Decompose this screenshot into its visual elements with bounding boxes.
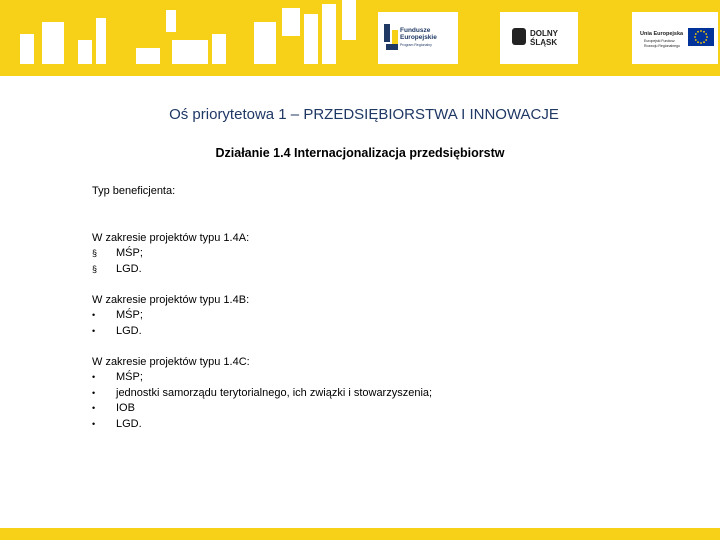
- decorative-block: [172, 40, 208, 64]
- list-item-text: jednostki samorządu terytorialnego, ich związki i stowarzyszenia;: [116, 386, 433, 399]
- section-mark-bullet-icon: §: [92, 263, 98, 274]
- decorative-block: [96, 18, 106, 64]
- section-heading: W zakresie projektów typu 1.4C:: [92, 355, 250, 368]
- list-item-text: IOB: [116, 402, 135, 414]
- logo-text: Fundusze: [400, 27, 431, 34]
- decorative-block: [42, 22, 64, 64]
- decorative-block: [166, 10, 176, 32]
- bullet-icon: •: [92, 325, 96, 336]
- list-item-text: MŚP;: [116, 371, 143, 383]
- decorative-block: [78, 40, 92, 64]
- logo-text: Europejskie: [400, 34, 437, 41]
- eu-star-icon: [705, 33, 707, 35]
- decorative-block: [322, 4, 336, 64]
- eu-star-icon: [695, 33, 697, 35]
- list-item: [92, 386, 692, 402]
- section-heading: W zakresie projektów typu 1.4A:: [92, 231, 250, 244]
- list-item: [92, 417, 692, 433]
- list-item: [92, 370, 692, 386]
- eu-star-icon: [703, 41, 705, 43]
- eu-star-icon: [703, 31, 705, 33]
- bullet-icon: •: [92, 418, 96, 429]
- header-banner: [0, 0, 720, 76]
- eu-star-icon: [697, 31, 699, 33]
- bullet-icon: •: [92, 372, 96, 382]
- page-title: Oś priorytetowa 1 – PRZEDSIĘBIORSTWA I INNOWACJE: [169, 106, 559, 123]
- logo-text: Rozwoju Regionalnego: [644, 44, 680, 48]
- logo-text: ŚLĄSK: [530, 38, 558, 47]
- page-subtitle: Działanie 1.4 Internacjonalizacja przedsiębiorstw: [215, 146, 505, 160]
- decorative-block: [254, 22, 276, 64]
- section-mark-bullet-icon: §: [92, 248, 98, 258]
- eu-star-icon: [697, 41, 699, 43]
- spacer: [92, 277, 692, 293]
- bullet-icon: •: [92, 403, 96, 413]
- footer-bar: [0, 528, 720, 540]
- fundusze-europejskie-logo: [378, 12, 458, 64]
- list-item-text: LGD.: [116, 417, 142, 430]
- list-item-text: LGD.: [116, 324, 142, 337]
- list-item: [92, 308, 692, 324]
- decorative-block: [136, 48, 160, 64]
- list-item-text: MŚP;: [116, 309, 143, 321]
- eu-star-icon: [705, 39, 707, 41]
- bullet-icon: •: [92, 310, 96, 320]
- list-item: [92, 246, 692, 262]
- eu-star-icon: [700, 30, 702, 32]
- bullet-icon: •: [92, 387, 96, 398]
- dolny-slask-logo: [500, 12, 578, 64]
- decorative-block: [282, 8, 300, 36]
- list-item: [92, 262, 692, 278]
- logo-text: Program Regionalny: [400, 43, 432, 47]
- list-item-text: LGD.: [116, 262, 142, 275]
- content-body: [92, 184, 692, 432]
- decorative-block: [342, 0, 356, 40]
- sections-list: [92, 200, 692, 433]
- decorative-block: [304, 14, 318, 64]
- spacer: [92, 339, 692, 355]
- decorative-block: [20, 34, 34, 64]
- section-heading: W zakresie projektów typu 1.4B:: [92, 293, 250, 306]
- list-item: [92, 401, 692, 417]
- logo-text: Unia Europejska: [640, 31, 684, 37]
- beneficiary-label: Typ beneficjenta:: [92, 185, 176, 197]
- logo-text: DOLNY: [530, 29, 558, 38]
- eu-star-icon: [695, 39, 697, 41]
- eu-star-icon: [706, 36, 708, 38]
- list-item: [92, 324, 692, 340]
- logo-text: Europejski Fundusz: [644, 39, 675, 43]
- spacer: [92, 200, 692, 231]
- eu-star-icon: [700, 42, 702, 44]
- eu-star-icon: [694, 36, 696, 38]
- list-item-text: MŚP;: [116, 247, 143, 259]
- decorative-block: [212, 34, 226, 64]
- unia-europejska-logo: [632, 12, 718, 64]
